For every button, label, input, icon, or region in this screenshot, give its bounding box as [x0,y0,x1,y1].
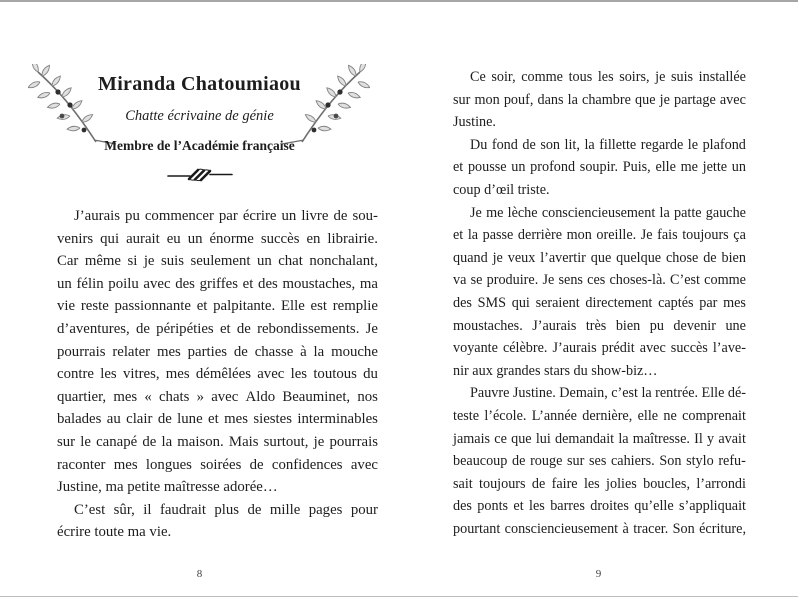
text-line: coup d’œil triste. [453,181,550,198]
text-line: J’aurais pu commencer par écrire un livre de sou- [74,208,378,224]
text-line: C’est sûr, il faudrait plus de mille pages pour [74,501,378,518]
bottom-border [0,596,798,597]
text-line: teste l’école. L’année dernière, elle ne comprenait [453,407,746,424]
text-line: beaucoup de rouge sur ses cahiers. Son stylo refu- [453,453,746,470]
text-line: Ce soir, comme tous les soirs, je suis installée [470,69,746,85]
text-line: Pauvre Justine. Demain, c’est la rentrée. Elle dé- [470,385,746,402]
text-line: Justine, ma petite maîtresse adorée… [57,479,278,496]
left-page-text [57,205,378,544]
chapter-title: Miranda Chatoumiaou [98,73,301,95]
right-page [399,0,798,601]
text-line: Justine. [453,114,496,131]
text-line: sait toujours de faire les jolies boucles, l’arrondi [453,475,746,492]
text-line: sur mon pouf, dans la chambre que je partage avec [453,91,746,108]
text-line: jamais ce que lui demandait la maîtresse. Il y avait [453,430,746,447]
text-line: balades au clair de lune et mes siestes interminables [57,411,378,428]
text-line: contre les vitres, mes démêlées avec les toutous du [57,366,378,383]
text-line: voyante célèbre. J’aurais prédit avec succès l’ave- [453,340,746,357]
text-line: écrire toute ma vie. [57,524,172,541]
chapter-subtitle: Chatte écrivaine de génie [125,108,274,124]
right-page-number: 9 [595,568,602,580]
text-line: quartier, mes « chats » avec Aldo Beauminet, nos [57,388,378,405]
text-line: va se produire. Je sens ces choses-là. C’est comme [453,272,746,289]
right-page-text [453,66,746,540]
text-line: venirs qui aurait eu un énorme succès en librairie. [57,230,378,247]
text-line: Car même si je suis seulement un chat nonchalant, [57,253,378,270]
text-line: Je me lèche consciencieusement la patte gauche [470,204,746,221]
text-line: pourtant consciencieusement à tracer. Son écriture, [453,520,746,537]
text-line: pourrais relater mes parties de chasse à la mouche [57,343,378,360]
chapter-affiliation: Membre de l’Académie française [104,138,295,153]
squiggle-divider-icon [167,168,233,182]
text-line: vie reste passionnante et palpitante. Elle est remplie [57,298,378,315]
text-line: moustaches. J’aurais très bien pu devenir une [453,317,746,334]
text-line: et pousse un profond soupir. Puis, elle me jette un [453,159,746,176]
text-line: des ponts et les barres droites qu’elle s’appliquait [453,498,746,515]
text-line: d’aventures, de péripéties et de rebondissements. Je [57,320,378,337]
left-page-number: 8 [196,568,203,580]
text-line: Du fond de son lit, la fillette regarde le plafond [470,136,746,153]
text-line: raconter mes longues soirées de confidences avec [57,456,378,473]
text-line: et la passe derrière mon oreille. Je fais toujours ça [453,227,746,244]
text-line: des SMS qui seraient directement captés par mes [453,294,746,311]
text-line: nir aux grandes stars du show-biz… [453,362,658,379]
text-line: quand je veux l’avertir que quelque chose de bien [453,249,746,266]
text-line: un félin poilu avec des griffes et des moustaches, ma [57,275,378,292]
text-line: sur le canapé de la maison. Mais surtout, je pourrais [57,433,378,450]
